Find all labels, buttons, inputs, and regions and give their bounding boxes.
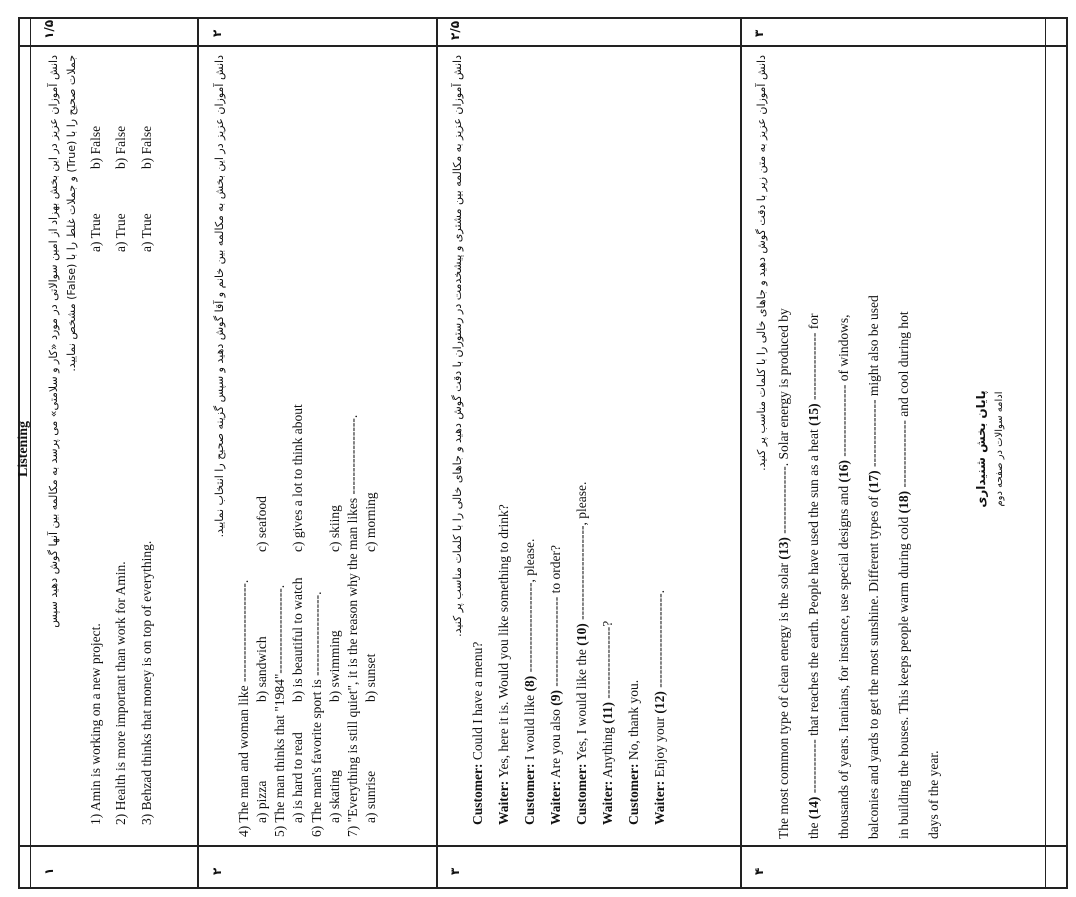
q4-line — [776, 59, 806, 839]
q2-item-4-opt-c[interactable]: c) seafood — [254, 496, 269, 552]
q3-line — [652, 482, 678, 825]
row-divider-3 — [740, 17, 742, 889]
q1-item-1: 1) Amin is working on a new project. — [88, 623, 103, 825]
q3-blank-8[interactable]: (8) — [522, 675, 537, 692]
q3-utterance-rest: --------------------, please. — [522, 538, 537, 676]
q2-item-5-opt-a[interactable]: a) is hard to read — [290, 732, 305, 823]
q1-item-1-opt-b[interactable]: b) False — [88, 125, 103, 169]
q1-instruction-line-2: جملات صحیح را با (True) و جملات غلط را با (False) مشخص نمایید. — [65, 55, 78, 372]
q3-line — [496, 482, 522, 825]
q4-text: ---------------- of windows, — [836, 314, 851, 460]
q3-line — [470, 482, 496, 825]
q3-blank-11[interactable]: (11) — [600, 702, 615, 724]
q3-speaker: Customer: — [626, 763, 641, 825]
q3-line — [522, 482, 548, 825]
q4-line — [866, 59, 896, 839]
q3-blank-10[interactable]: (10) — [574, 623, 589, 646]
q3-utterance-rest: -------------------- to order? — [548, 545, 563, 691]
q3-speaker: Customer: — [574, 763, 589, 825]
q4-blank-17[interactable]: (17) — [866, 470, 881, 493]
q2-item-6-opt-c[interactable]: c) skiing — [327, 505, 342, 552]
q2-number: ۲ — [210, 867, 224, 875]
q4-text: ---------------. Solar energy is produced by — [776, 308, 791, 538]
q4-text: --------------- for — [806, 313, 821, 404]
q1-item-3: 3) Behzad thinks that money is on top of everything. — [139, 540, 154, 825]
continue-note: ادامه سوالات در صفحه دوم — [994, 391, 1005, 507]
q4-text: in building the houses. This keeps people warm during cold — [896, 513, 911, 839]
q4-text: balconies and yards to get the most sunshine. Different types of — [866, 492, 881, 839]
q1-score: ۱/۵ — [42, 19, 56, 39]
q4-blank-15[interactable]: (15) — [806, 403, 821, 426]
q3-speaker: Waiter: — [548, 780, 563, 825]
end-of-section-note: پایان بخش شنیداری — [974, 390, 988, 508]
q3-utterance: Are you also — [548, 705, 563, 781]
q3-utterance-rest: ----------------? — [600, 620, 615, 702]
q1-item-2: 2) Health is more important than work for Amin. — [113, 561, 128, 825]
q3-utterance-rest: ---------------------, please. — [574, 481, 589, 624]
q2-item-7-opt-a[interactable]: a) sunrise — [363, 770, 378, 823]
q2-item-7-stem: 7) "Everything is still quiet", it is the reason why the man likes -----------------. — [345, 414, 360, 837]
q4-text: days of the year. — [926, 750, 941, 839]
q3-utterance: Yes, here it is. Would you like something to drink? — [496, 504, 511, 781]
q4-blank-16[interactable]: (16) — [836, 459, 851, 483]
q2-instruction: دانش آموزان عزیز در این بخش به مکالمه بین خانم و آقا گوش دهید و سپس گزینه صحیح را انتخاب نمایید. — [213, 55, 226, 538]
q4-text: The most common type of clean energy is the solar — [776, 559, 791, 839]
q4-score: ۳ — [752, 29, 766, 37]
q1-item-2-opt-a[interactable]: a) True — [113, 213, 128, 252]
q4-line — [806, 59, 836, 839]
q4-blank-14[interactable]: (14) — [806, 796, 821, 820]
q2-item-4-opt-b[interactable]: b) sandwich — [254, 636, 269, 702]
q3-utterance: Yes, I would like the — [574, 645, 589, 764]
q2-score: ۲ — [210, 29, 224, 37]
q2-item-6-opt-b[interactable]: b) swimming — [327, 630, 342, 702]
q3-line — [548, 482, 574, 825]
q3-utterance: No, thank you. — [626, 679, 641, 764]
q3-instruction: دانش آموزان عزیز به مکالمه بین مشتری و پیشخدمت در رستوران با دقت گوش دهید و جاهای خالی را با کلمات مناسب پر کنید. — [451, 55, 464, 637]
q3-score: ۲/۵ — [448, 20, 462, 40]
q2-item-7-opt-b[interactable]: b) sunset — [363, 653, 378, 702]
q2-item-5-opt-b[interactable]: b) is beautiful to watch — [290, 577, 305, 702]
q4-line — [926, 59, 956, 839]
number-column-divider — [18, 845, 1068, 847]
q3-line — [600, 482, 626, 825]
q1-instruction-line-1: دانش آموزان عزیز در این بخش بهزاد از امین سوالاتی در مورد «کار و سلامتی» می پرسد به مکالمه بین آنها گوش دهید سپس — [47, 55, 60, 628]
q1-number: ۱ — [42, 867, 56, 875]
q4-number: ۴ — [752, 867, 766, 875]
q3-utterance: Enjoy your — [652, 713, 667, 781]
q4-blank-13[interactable]: (13) — [776, 537, 791, 560]
q4-text: ------------ that reaches the earth. People have used the sun as a heat — [806, 425, 821, 797]
q1-item-2-opt-b[interactable]: b) False — [113, 125, 128, 169]
q2-item-4-stem: 4) The man and woman like ----------------------. — [236, 579, 251, 837]
q3-utterance: Could I have a menu? — [470, 641, 485, 764]
q4-passage — [776, 59, 956, 839]
q4-blank-18[interactable]: (18) — [896, 490, 911, 514]
q3-dialogue — [470, 482, 678, 825]
row-divider-2 — [436, 17, 438, 889]
q4-text: thousands of years. Iranians, for instance, use special designs and — [836, 482, 851, 839]
q3-speaker: Waiter: — [496, 780, 511, 825]
q1-item-1-opt-a[interactable]: a) True — [88, 213, 103, 252]
q2-item-7-opt-c[interactable]: c) morning — [363, 492, 378, 552]
q2-item-5-stem: 5) The man thinks that "1984"-------------------. — [272, 584, 287, 837]
q4-instruction: دانش آموزان عزیز به متن زیر با دقت گوش دهید و جاهای خالی را با کلمات مناسب پر کنید. — [755, 55, 768, 471]
q3-speaker: Waiter: — [600, 780, 615, 825]
q3-speaker: Waiter: — [652, 780, 667, 825]
q3-speaker: Customer: — [470, 763, 485, 825]
q1-item-3-opt-a[interactable]: a) True — [139, 213, 154, 252]
q4-line — [836, 59, 866, 839]
q3-utterance-rest: ---------------------. — [652, 589, 667, 692]
row-divider-1 — [197, 17, 199, 889]
q2-item-6-opt-a[interactable]: a) skating — [327, 770, 342, 823]
q3-blank-12[interactable]: (12) — [652, 691, 667, 714]
score-column-divider — [18, 45, 1068, 47]
q3-utterance: Anything — [600, 723, 615, 781]
q4-text: --------------- and cool during hot — [896, 311, 911, 491]
q1-item-3-opt-b[interactable]: b) False — [139, 125, 154, 169]
q4-line — [896, 59, 926, 839]
q3-speaker: Customer: — [522, 763, 537, 825]
q3-line — [626, 482, 652, 825]
q3-utterance: I would like — [522, 691, 537, 764]
section-title: Listening — [16, 420, 31, 478]
q2-item-5-opt-c[interactable]: c) gives a lot to think about — [290, 404, 305, 552]
q4-text: --------------- might also be used — [866, 295, 881, 471]
q3-number: ۳ — [448, 867, 462, 875]
row-divider-4 — [1045, 17, 1046, 889]
q2-item-6-stem: 6) The man's favorite sport is ------------------. — [309, 591, 324, 837]
q2-item-4-opt-a[interactable]: a) pizza — [254, 780, 269, 823]
q4-text: the — [806, 819, 821, 839]
q3-line — [574, 482, 600, 825]
q3-blank-9[interactable]: (9) — [548, 690, 563, 706]
